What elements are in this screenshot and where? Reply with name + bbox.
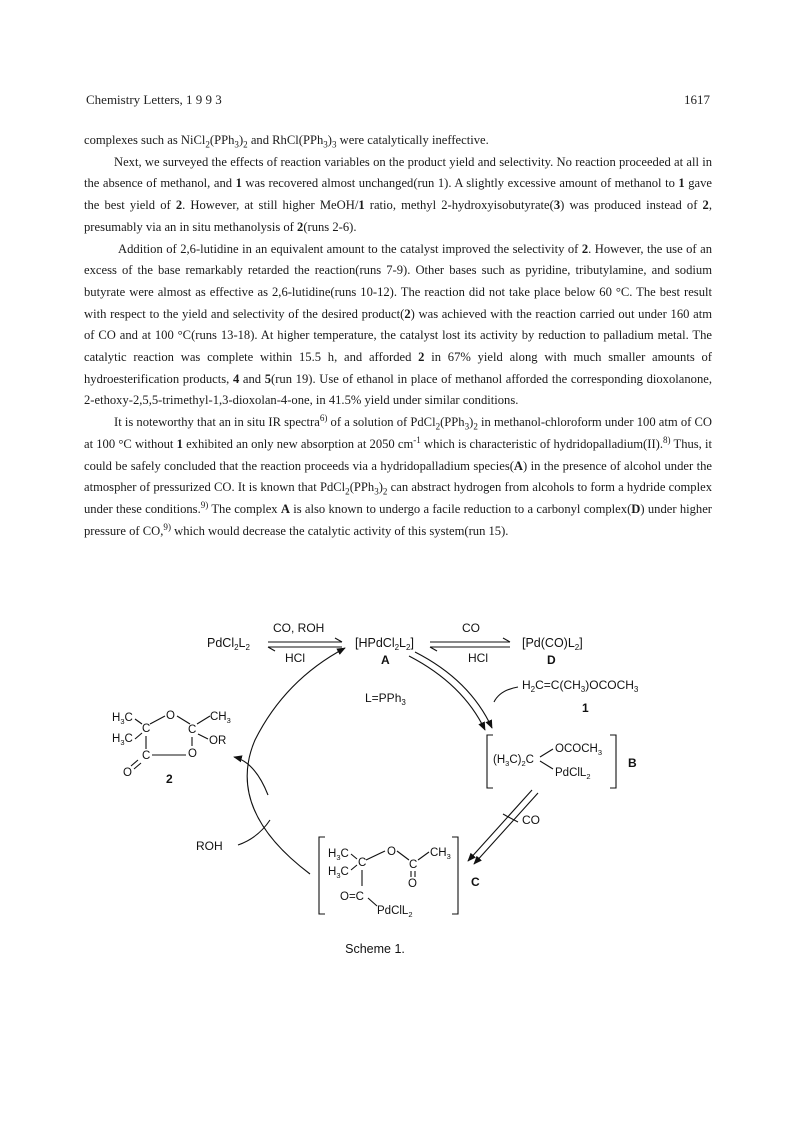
c-quaternary-carbon: C: [358, 857, 367, 869]
roh-label: ROH: [196, 839, 223, 853]
c-carbonyl-oxygen: O: [408, 878, 417, 890]
species-c-label: C: [471, 875, 480, 889]
hcl-label-2: HCl: [468, 651, 488, 665]
page-number: 1617: [684, 92, 710, 107]
p2-o3: O: [188, 748, 197, 760]
scheme-caption: Scheme 1.: [345, 942, 405, 956]
c-carbonyl-carbon: C: [409, 859, 418, 871]
pdcol2-label: $[Pd(CO)L_2]$: [522, 636, 583, 652]
c-pdcll2: PdClL$_2$: [377, 905, 413, 919]
c-h3c-bottom: $H_3C$: [328, 866, 349, 880]
species-b-label: B: [628, 756, 637, 770]
paragraph-3: It is noteworthy that an in situ IR spectra$^{6)}$ of a solution of $PdCl_2(PPh_3)_2$ in methanol-chloroform under 100 atm of CO at 100 °C without 1 exhibited an only new absorption at 2050 $cm^{-1}$ which is characteristic of hydridopalladium(II).$^{8)}$ Thus, it could be safely concluded that the reaction proceeds via a hydridopalladium species(A) in the presence of alcohol under the atmospher of pressurized CO. It is known that $PdCl_2(PPh_3)_2$ can abstract hydrogen from alcohols to form a hydride complex under these conditions.$^{9)}$ The complex A is also known to undergo a facile reduction to a carbonyl complex(D) under higher pressure of CO,$^{9)}$ which would decrease the catalytic activity of this system(run 15).: [84, 412, 713, 538]
p2-c2: C: [188, 724, 197, 736]
paragraph-2: Addition of 2,6-lutidine in an equivalent amount to the catalyst improved the selectivity of 2. However, the use of an excess of the base remarkably retarded the reaction(runs 7-9). Other bases such as pyridine, tributylamine, and sodium butyrate were almost as effective as 2,6-lutidine(runs 10-12). The reaction did not take place below 60 °C. The best result with respect to the yield and selectivity of the desired product(2) was achieved with the reaction carried out under 160 atm of CO and at 100 °C(runs 13-18). At higher temperature, the catalyst lost its activity by reduction to palladium metal. The catalytic reaction was complete within 15.5 h, and afforded 2 in 67% yield along with much smaller amounts of hydroesterification products, 4 and 5(run 19). Use of ethanol in place of methanol afforded the corresponding dioxolanone, 2-ethoxy-2,5,5-trimethyl-1,3-dioxolan-4-one, in 41.5% yield under similar conditions.: [84, 241, 713, 408]
article-body: [84, 130, 712, 542]
substrate-formula: $H_2C=C(CH_3)OCOCH_3$: [522, 678, 639, 694]
c-acyl-group: O=C: [340, 891, 364, 903]
b-pdcll2: PdClL$_2$: [555, 767, 591, 781]
hcl-label-1: HCl: [285, 651, 305, 665]
p2-methyl: $CH_3$: [210, 711, 231, 725]
running-header-journal: Chemistry Letters, 1 9 9 3: [86, 92, 222, 107]
p2-h3c-bottom: $H_3C$: [112, 733, 133, 747]
species-d-label: D: [547, 653, 556, 667]
pdcl2l2-label: $PdCl_2L_2$: [207, 636, 250, 652]
equilibrium-arrow-2: [430, 638, 510, 651]
p2-o1: O: [166, 710, 175, 722]
ligand-definition: L=PPh$_3$: [365, 691, 406, 707]
b-dimethylcarbon: $(H_3C)_2C$: [493, 754, 534, 768]
co-roh-label: CO, ROH: [273, 621, 325, 635]
product-exit-arrow: [234, 757, 268, 795]
c-ring-oxygen: O: [387, 846, 396, 858]
paragraph-0: complexes such as $NiCl_2(PPh_3)_2$ and $RhCl(PPh_3)_3$ were catalytically ineffective.: [84, 133, 489, 150]
roh-entry-line: [238, 820, 270, 845]
cycle-return-arrow: [247, 648, 345, 874]
product-2-label: 2: [166, 772, 173, 786]
p2-c4: C: [142, 750, 151, 762]
paragraph-1: Next, we surveyed the effects of reaction variables on the product yield and selectivity. No reaction proceeded at all in the absence of methanol, and 1 was recovered almost unchanged(run 1). A slightly excessive amount of methanol to 1 gave the best yield of 2. However, at still higher MeOH/1 ratio, methyl 2-hydroxyisobutyrate(3) was produced instead of 2, presumably via an in situ methanolysis of 2(runs 2-6).: [84, 154, 713, 234]
substrate-number: 1: [582, 701, 589, 715]
a-to-b-arrow: [409, 652, 518, 730]
species-a-label: A: [381, 653, 390, 667]
p2-carbonyl-oxygen: O: [123, 767, 132, 779]
species-c: [319, 837, 480, 919]
c-h3c-top: $H_3C$: [328, 848, 349, 862]
p2-alkoxy: OR: [209, 735, 227, 747]
p2-c5: C: [142, 723, 151, 735]
co-label-3: CO: [522, 813, 540, 827]
p2-h3c-top: $H_3C$: [112, 712, 133, 726]
equilibrium-arrow-1: [268, 638, 342, 651]
c-methyl: $CH_3$: [430, 847, 451, 861]
b-ococh3: $OCOCH_3$: [555, 743, 602, 757]
co-label-2: CO: [462, 621, 480, 635]
product-2-structure: [112, 710, 231, 786]
reaction-scheme: [0, 600, 793, 980]
b-to-c-arrow: [468, 790, 538, 864]
hpdcl2l2-label: $[HPdCl_2L_2]$: [355, 636, 414, 652]
species-b: [487, 735, 637, 788]
